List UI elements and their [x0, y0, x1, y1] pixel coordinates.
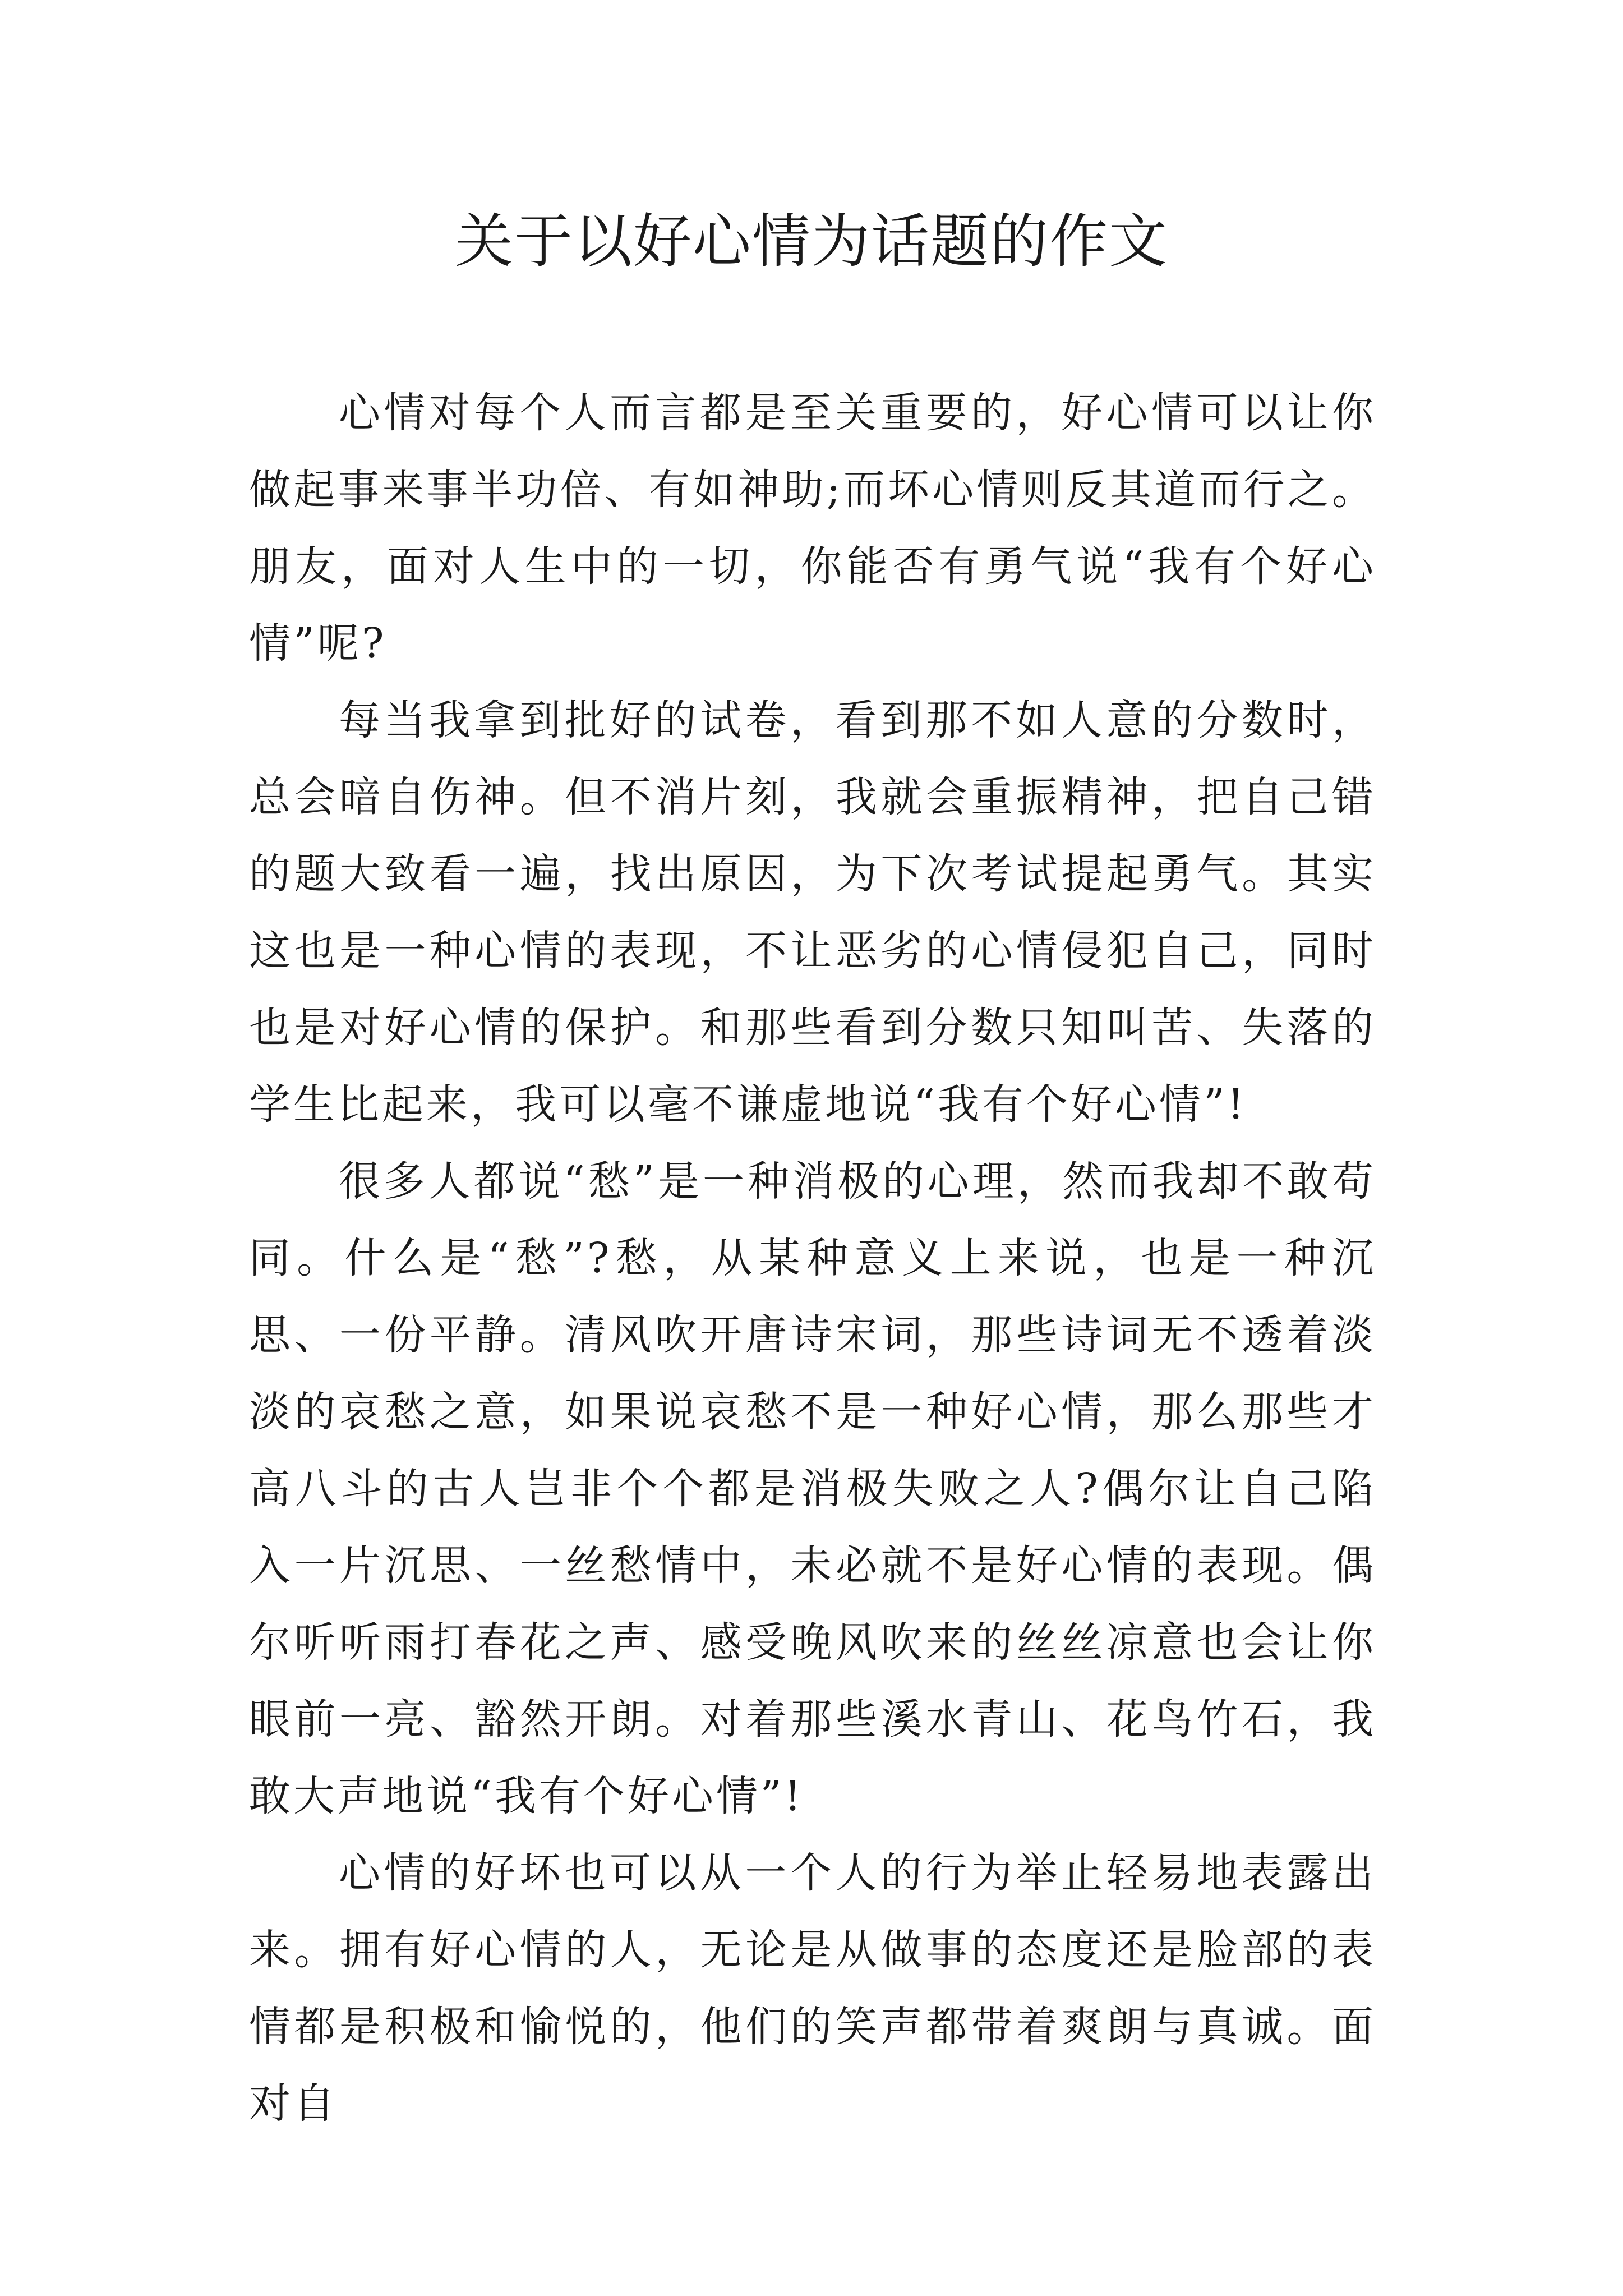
paragraph-2: 每当我拿到批好的试卷，看到那不如人意的分数时，总会暗自伤神。但不消片刻，我就会重振精神，把自己错的题大致看一遍，找出原因，为下次考试提起勇气。其实这也是一种心情的表现，不让恶劣的心情侵犯自己，同时也是对好心情的保护。和那些看到分数只知叫苦、失落的学生比起来，我可以毫不谦虚地说“我有个好心情”!: [249, 696, 1376, 1129]
paragraph-1: 心情对每个人而言都是至关重要的，好心情可以让你做起事来事半功倍、有如神助;而坏心情则反其道而行之。朋友，面对人生中的一切，你能否有勇气说“我有个好心情”呢?: [249, 389, 1376, 668]
document-body: [249, 375, 1376, 2142]
paragraph-3: 很多人都说“愁”是一种消极的心理，然而我却不敢苟同。什么是“愁”?愁，从某种意义上来说，也是一种沉思、一份平静。清风吹开唐诗宋词，那些诗词无不透着淡淡的哀愁之意，如果说哀愁不是一种好心情，那么那些才高八斗的古人岂非个个都是消极失败之人?偶尔让自己陷入一片沉思、一丝愁情中，未必就不是好心情的表现。偶尔听听雨打春花之声、感受晚风吹来的丝丝凉意也会让你眼前一亮、豁然开朗。对着那些溪水青山、花鸟竹石，我敢大声地说“我有个好心情”!: [249, 1157, 1376, 1820]
document-title: 关于以好心情为话题的作文: [454, 207, 1168, 275]
paragraph-4: 心情的好坏也可以从一个人的行为举止轻易地表露出来。拥有好心情的人，无论是从做事的态度还是脸部的表情都是积极和愉悦的，他们的笑声都带着爽朗与真诚。面对自: [249, 1849, 1376, 2128]
